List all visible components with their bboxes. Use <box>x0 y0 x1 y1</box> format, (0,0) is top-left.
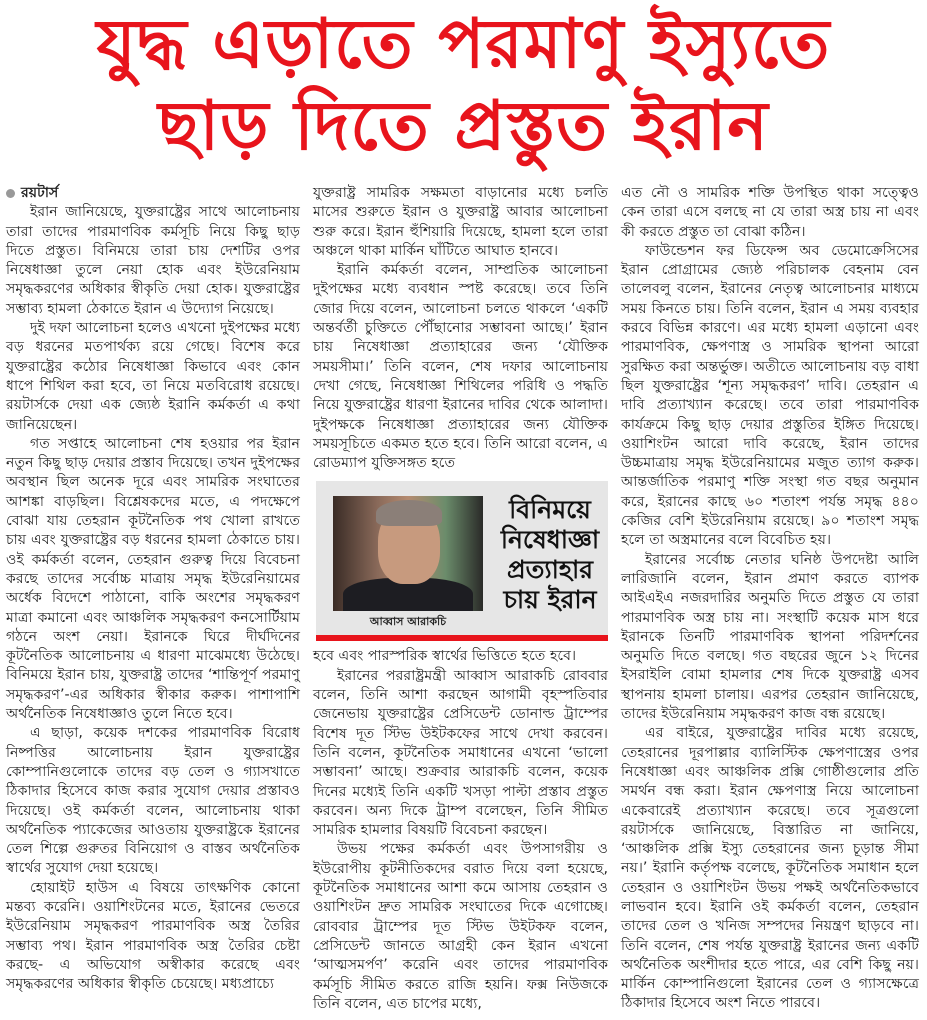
bullet-icon <box>6 189 15 198</box>
inset-box <box>316 481 608 639</box>
paragraph: হোয়াইট হাউস এ বিষয়ে তাৎক্ষণিক কোনো মন্তব্য করেনি। ওয়াশিংটনের মতে, ইরানের ভেতরে ইউরেনিয়াম সমৃদ্ধকরণ পারমাণবিক অস্ত্র তৈরির সম্ভাব্য পথ। ইরান পারমাণবিক অস্ত্র তৈরির চেষ্টা করছে- এ অভিযোগ অস্বীকার করেছে এবং সমৃদ্ধকরণের অধিকার স্বীকৃতি চেয়েছে। মধ্যপ্রাচ্যে <box>6 879 300 993</box>
paragraph: ইরানের সর্বোচ্চ নেতার ঘনিষ্ঠ উপদেষ্টা আলি লারিজানি বলেন, ইরান প্রমাণ করতে ব্যাপক আইএইএ নজরদারির অনুমতি দিতে প্রস্তুত যে তারা পারমাণবিক অস্ত্র চায় না। সংস্থাটি কয়েক মাস ধরে ইরানকে তিনটি পারমাণবিক স্থাপনা পরিদর্শনের অনুমতি দিতে বলছে। গত বছরের জুনে ১২ দিনের ইসরাইলি বোমা হামলার শেষ দিকে যুক্তরাষ্ট্র এসব স্থাপনায় হামলা চালায়। এরপর তেহরান জানিয়েছে, তাদের ইউরেনিয়াম সমৃদ্ধকরণ কাজ বন্ধ রয়েছে। <box>621 551 919 723</box>
headline-line-2: ছাড় দিতে প্রস্তুত ইরান <box>158 87 769 166</box>
photo-caption: আব্বাস আরাকচি <box>369 615 447 629</box>
portrait-photo <box>333 496 483 611</box>
headline-line-1: যুদ্ধ এড়াতে পরমাণু ইস্যুতে <box>96 5 831 84</box>
byline <box>6 184 300 203</box>
paragraph: ফাউন্ডেশন ফর ডিফেন্স অব ডেমোক্রেসিসের ইরান প্রোগ্রামের জ্যেষ্ঠ পরিচালক বেহনাম বেন তালেবলু বলেন, ইরানের নেতৃত্ব আলোচনার মাধ্যমে সময় কিনতে চায়। তিনি বলেন, ইরান এ সময় ব্যবহার করবে বিভিন্ন কারণে। এর মধ্যে হামলা এড়ানো এবং পারমাণবিক, ক্ষেপণাস্ত্র ও সামরিক স্থাপনা আরো সুরক্ষিত করা অন্তর্ভুক্ত। অতীতে আলোচনায় বড় বাধা ছিল যুক্তরাষ্ট্রের ‘শূন্য সমৃদ্ধকরণ’ দাবি। তেহরান এ দাবি প্রত্যাখ্যান করেছে। তবে তারা পারমাণবিক কার্যক্রমে কিছু ছাড় দেয়ার প্রস্তুতির ইঙ্গিত দিয়েছে। ওয়াশিংটন আরো দাবি করেছে, ইরান তাদের উচ্চমাত্রায় সমৃদ্ধ ইউরেনিয়ামের মজুত ত্যাগ করুক। আন্তর্জাতিক পরমাণু শক্তি সংস্থা গত বছর অনুমান করে, ইরানের কাছে ৬০ শতাংশ পর্যন্ত সমৃদ্ধ ৪৪০ কেজির বেশি ইউরেনিয়াম রয়েছে। ৯০ শতাংশ সমৃদ্ধ হলে তা অস্ত্রমানের বলে বিবেচিত হয়। <box>621 242 919 549</box>
article-column-1 <box>6 184 300 994</box>
paragraph: ইরানের পররাষ্ট্রমন্ত্রী আব্বাস আরাকচি রোববার বলেন, তিনি আশা করছেন আগামী বৃহস্পতিবার জেনেভায় যুক্তরাষ্ট্রের প্রেসিডেন্ট ডোনাল্ড ট্রাম্পের বিশেষ দূত স্টিভ উইটকফের সাথে দেখা করবেন। তিনি বলেন, কূটনৈতিক সমাধানের এখনো ‘ভালো সম্ভাবনা’ আছে। শুক্রবার আরাকচি বলেন, কয়েক দিনের মধ্যেই তিনি একটি খসড়া পাল্টা প্রস্তাব প্রস্তুত করবেন। অন্য দিকে ট্রাম্প বলেছেন, তিনি সীমিত সামরিক হামলার বিষয়টি বিবেচনা করছেন। <box>313 667 608 839</box>
paragraph: ইরানি কর্মকর্তা বলেন, সাম্প্রতিক আলোচনা দুইপক্ষের মধ্যে ব্যবধান স্পষ্ট করেছে। তবে তিনি জোর দিয়ে বলেন, আলোচনা চলতে থাকলে ‘একটি অন্তর্বর্তী চুক্তিতে পৌঁছানোর সম্ভাবনা আছে।’ ইরান চায় নিষেধাজ্ঞা প্রত্যাহারের জন্য ‘যৌক্তিক সময়সীমা।’ তিনি বলেন, শেষ দফার আলোচনায় দেখা গেছে, নিষেধাজ্ঞা শিথিলের পরিধি ও পদ্ধতি নিয়ে যুক্তরাষ্ট্রের ধারণা ইরানের দাবির থেকে আলাদা। দুইপক্ষকে নিষেধাজ্ঞা প্রত্যাহারের জন্য যৌক্তিক সময়সূচিতে একমত হতে হবে। তিনি আরো বলেন, এ রোডম্যাপ যুক্তিসঙ্গত হতে <box>313 262 608 472</box>
headline <box>0 4 927 168</box>
paragraph: দুই দফা আলোচনা হলেও এখনো দুইপক্ষের মধ্যে বড় ধরনের মতপার্থক্য রয়ে গেছে। বিশেষ করে যুক্তরাষ্ট্রের কঠোর নিষেধাজ্ঞা কিভাবে এবং কোন ধাপে শিথিল করা হবে, তা নিয়ে মতবিরোধ রয়েছে। রয়টার্সকে দেয়া এক জ্যেষ্ঠ ইরানি কর্মকর্তা এ কথা জানিয়েছেন। <box>6 320 300 433</box>
paragraph: এর বাইরে, যুক্তরাষ্ট্রের দাবির মধ্যে রয়েছে, তেহরানের দূরপাল্লার ব্যালিস্টিক ক্ষেপণাস্ত্রের ওপর নিষেধাজ্ঞা এবং আঞ্চলিক প্রক্সি গোষ্ঠীগুলোর প্রতি সমর্থন বন্ধ করা। ইরান ক্ষেপণাস্ত্র নিয়ে আলোচনা একেবারেই প্রত্যাখ্যান করেছে। তবে সূত্রগুলো রয়টার্সকে জানিয়েছে, বিস্তারিত না জানিয়ে, ‘আঞ্চলিক প্রক্সি ইস্যু তেহরানের জন্য চূড়ান্ত সীমা নয়।’ ইরানি কর্তৃপক্ষ বলেছে, কূটনৈতিক সমাধান হলে তেহরান ও ওয়াশিংটন উভয় পক্ষই অর্থনৈতিকভাবে লাভবান হবে। ইরানি ওই কর্মকর্তা বলেন, তেহরান তাদের তেল ও খনিজ সম্পদের নিয়ন্ত্রণ ছাড়বে না। তিনি বলেন, শেষ পর্যন্ত যুক্তরাষ্ট্র ইরানের জন্য একটি অর্থনৈতিক অংশীদার হতে পারে, এর বেশি কিছু নয়। মার্কিন কোম্পানিগুলো ইরানের তেল ও গ্যাসক্ষেত্রে ঠিকাদার হিসেবে অংশ নিতে পারবে। <box>621 725 919 1012</box>
paragraph: গত সপ্তাহে আলোচনা শেষ হওয়ার পর ইরান নতুন কিছু ছাড় দেয়ার প্রস্তাব দিয়েছে। তখন দুইপক্ষের অবস্থান ছিল অনেক দূরে এবং সামরিক সংঘাতের আশঙ্কা বাড়ছিল। বিশ্লেষকদের মতে, এ পদক্ষেপে বোঝা যায় তেহরান কূটনৈতিক পথ খোলা রাখতে চায় এবং যুক্তরাষ্ট্রের বড় ধরনের হামলা ঠেকাতে চায়। ওই কর্মকর্তা বলেন, তেহরান গুরুত্ব দিয়ে বিবেচনা করছে তাদের সর্বোচ্চ মাত্রায় সমৃদ্ধ ইউরেনিয়ামের অর্ধেক বিদেশে পাঠানো, বাকি অংশের সমৃদ্ধকরণ মাত্রা কমানো এবং আঞ্চলিক সমৃদ্ধকরণ কনসোর্টিয়াম গঠনে অংশ নেয়া। ইরানকে ঘিরে দীর্ঘদিনের কূটনৈতিক আলোচনায় এ ধারণা মাঝেমধ্যে উঠেছে। বিনিময়ে ইরান চায়, যুক্তরাষ্ট্র তাদের ‘শান্তিপূর্ণ পরমাণু সমৃদ্ধকরণ’-এর অধিকার স্বীকার করুক। পাশাপাশি অর্থনৈতিক নিষেধাজ্ঞাও তুলে নিতে হবে। <box>6 435 300 723</box>
paragraph: ইরান জানিয়েছে, যুক্তরাষ্ট্রের সাথে আলোচনায় তারা তাদের পারমাণবিক কর্মসূচি নিয়ে কিছু ছাড় দিতে প্রস্তুত। বিনিময়ে তারা চায় দেশটির ওপর নিষেধাজ্ঞা তুলে নেয়া হোক এবং ইউরেনিয়াম সমৃদ্ধকরণের অধিকার স্বীকৃতি দেয়া হোক। যুক্তরাষ্ট্রের সম্ভাব্য হামলা ঠেকাতে ইরান এ উদ্যোগ নিয়েছে। <box>6 204 300 317</box>
paragraph: উভয় পক্ষের কর্মকর্তা এবং উপসাগরীয় ও ইউরোপীয় কূটনীতিকদের বরাত দিয়ে বলা হয়েছে, কূটনৈতিক সমাধানের আশা কমে আসায় তেহরান ও ওয়াশিংটন দ্রুত সামরিক সংঘাতের দিকে এগোচ্ছে। রোববার ট্রাম্পের দূত স্টিভ উইটকফ বলেন, প্রেসিডেন্ট জানতে আগ্রহী কেন ইরান এখনো ‘আত্মসমর্পণ’ করেনি এবং তাদের পারমাণবিক কর্মসূচি সীমিত করতে রাজি হয়নি। ফক্স নিউজকে তিনি বলেন, এত চাপের মধ্যে, <box>313 841 608 1012</box>
article-column-3 <box>621 184 919 1014</box>
paragraph: হবে এবং পারস্পরিক স্বার্থের ভিত্তিতে হতে হবে। <box>313 648 577 665</box>
inset-title: বিনিময়ে নিষেধাজ্ঞা প্রত্যাহার চায় ইরান <box>500 495 600 615</box>
paragraph: এ ছাড়া, কয়েক দশকের পারমাণবিক বিরোধ নিষ্পত্তির আলোচনায় ইরান যুক্তরাষ্ট্রের কোম্পানিগুলোকে তাদের বড় তেল ও গ্যাসখাতে ঠিকাদার হিসেবে কাজ করার সুযোগ দেয়ার প্রস্তাবও দিয়েছে। ওই কর্মকর্তা বলেন, আলোচনায় থাকা অর্থনৈতিক প্যাকেজের আওতায় যুক্তরাষ্ট্রকে ইরানের তেল শিল্পে গুরুতর বিনিয়োগ ও বাস্তব অর্থনৈতিক স্বার্থের সুযোগ দেয়া হয়েছে। <box>6 725 300 877</box>
divider <box>316 635 608 641</box>
byline-source: রয়টার্স <box>21 185 59 201</box>
article-column-2 <box>313 184 608 1014</box>
paragraph: এত নৌ ও সামরিক শক্তি উপস্থিত থাকা সত্ত্বেও কেন তারা এসে বলছে না যে তারা অস্ত্র চায় না এবং কী করতে প্রস্তুত তা বোঝা কঠিন। <box>621 185 919 240</box>
paragraph: যুক্তরাষ্ট্র সামরিক সক্ষমতা বাড়ানোর মধ্যে চলতি মাসের শুরুতে ইরান ও যুক্তরাষ্ট্র আবার আলোচনা শুরু করে। ইরান হুঁশিয়ারি দিয়েছে, হামলা হলে তারা অঞ্চলে থাকা মার্কিন ঘাঁটিতে আঘাত হানবে। <box>313 185 608 259</box>
